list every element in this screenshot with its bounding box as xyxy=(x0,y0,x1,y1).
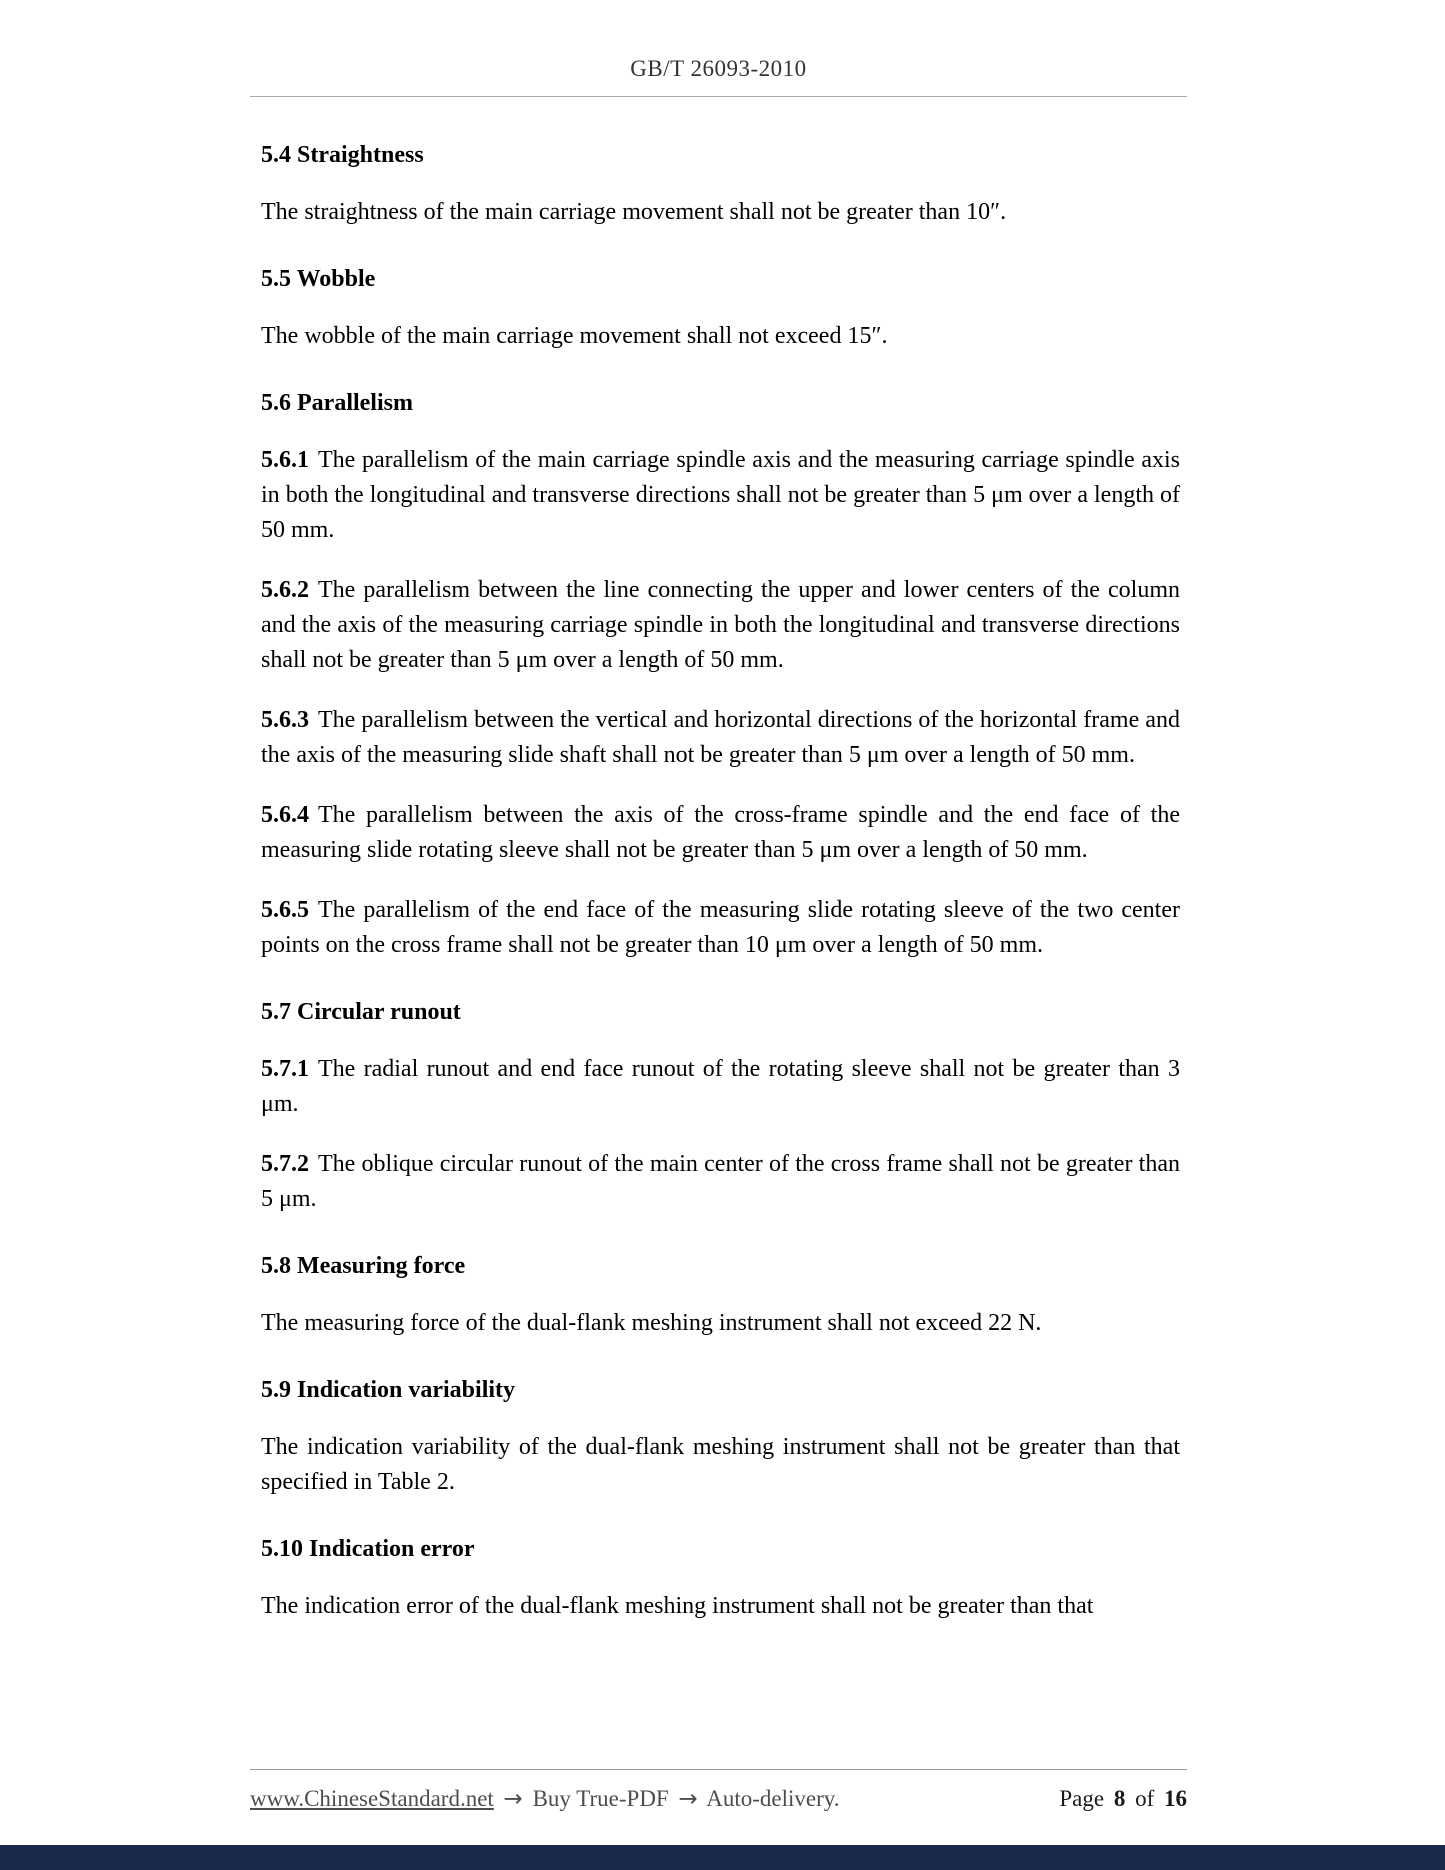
page-header xyxy=(250,56,1187,97)
paragraph-5-5: The wobble of the main carriage movement shall not exceed 15″. xyxy=(261,323,888,349)
section-heading-5-10: 5.10 Indication error xyxy=(261,1536,475,1562)
doc-number: GB/T 26093-2010 xyxy=(630,56,807,81)
paragraph-number: 5.6.4 xyxy=(261,802,309,828)
paragraph-5-7-1 xyxy=(261,1052,1180,1122)
page-footer xyxy=(250,1769,1187,1812)
document-body xyxy=(261,106,1180,1624)
section-heading-5-4: 5.4 Straightness xyxy=(261,142,424,168)
paragraph-5-7-2 xyxy=(261,1147,1180,1217)
footer-left xyxy=(250,1786,844,1812)
paragraph-number: 5.7.1 xyxy=(261,1056,309,1082)
bottom-bar xyxy=(0,1845,1445,1870)
paragraph-number: 5.6.5 xyxy=(261,897,309,923)
paragraph-5-6-4 xyxy=(261,798,1180,868)
arrow-right-icon: → xyxy=(678,1786,698,1812)
paragraph-number: 5.6.3 xyxy=(261,707,309,733)
paragraph-5-9: The indication variability of the dual-flank meshing instrument shall not be greater than that specified in Table 2. xyxy=(261,1434,1180,1495)
paragraph-text: The radial runout and end face runout of the rotating sleeve shall not be greater than 3 μm. xyxy=(261,1056,1180,1117)
footer-buy-text: Buy True-PDF xyxy=(532,1786,669,1811)
page-indicator xyxy=(1055,1786,1187,1812)
paragraph-number: 5.6.1 xyxy=(261,447,309,473)
paragraph-text: The oblique circular runout of the main center of the cross frame shall not be greater than 5 μm. xyxy=(261,1151,1180,1212)
paragraph-5-6-5 xyxy=(261,893,1180,963)
footer-link[interactable]: www.ChineseStandard.net xyxy=(250,1786,494,1811)
paragraph-number: 5.6.2 xyxy=(261,577,309,603)
footer-delivery-text: Auto-delivery. xyxy=(706,1786,840,1811)
paragraph-text: The parallelism of the main carriage spindle axis and the measuring carriage spindle axis in both the longitudinal and transverse directions shall not be greater than 5 μm over a length of 50 mm. xyxy=(261,447,1180,543)
page-number: 8 xyxy=(1113,1786,1126,1811)
arrow-right-icon: → xyxy=(503,1786,523,1812)
total-pages: 16 xyxy=(1164,1786,1187,1811)
paragraph-5-8: The measuring force of the dual-flank meshing instrument shall not exceed 22 N. xyxy=(261,1310,1042,1336)
paragraph-5-6-3 xyxy=(261,703,1180,773)
page-label: Page xyxy=(1059,1786,1105,1811)
paragraph-5-6-1 xyxy=(261,443,1180,548)
paragraph-text: The parallelism between the axis of the cross-frame spindle and the end face of the measuring slide rotating sleeve shall not be greater than 5 μm over a length of 50 mm. xyxy=(261,802,1180,863)
paragraph-text: The parallelism between the vertical and horizontal directions of the horizontal frame and the axis of the measuring slide shaft shall not be greater than 5 μm over a length of 50 mm. xyxy=(261,707,1180,768)
paragraph-text: The parallelism of the end face of the measuring slide rotating sleeve of the two center points on the cross frame shall not be greater than 10 μm over a length of 50 mm. xyxy=(261,897,1180,958)
section-heading-5-5: 5.5 Wobble xyxy=(261,266,376,292)
of-label: of xyxy=(1135,1786,1155,1811)
paragraph-5-10: The indication error of the dual-flank meshing instrument shall not be greater than that xyxy=(261,1593,1094,1619)
paragraph-5-4: The straightness of the main carriage movement shall not be greater than 10″. xyxy=(261,199,1007,225)
paragraph-number: 5.7.2 xyxy=(261,1151,309,1177)
section-heading-5-6: 5.6 Parallelism xyxy=(261,390,413,416)
section-heading-5-7: 5.7 Circular runout xyxy=(261,999,461,1025)
paragraph-text: The parallelism between the line connecting the upper and lower centers of the column and the axis of the measuring carriage spindle in both the longitudinal and transverse directions shall not be greater than 5 μm over a length of 50 mm. xyxy=(261,577,1180,673)
section-heading-5-9: 5.9 Indication variability xyxy=(261,1377,516,1403)
section-heading-5-8: 5.8 Measuring force xyxy=(261,1253,466,1279)
paragraph-5-6-2 xyxy=(261,573,1180,678)
